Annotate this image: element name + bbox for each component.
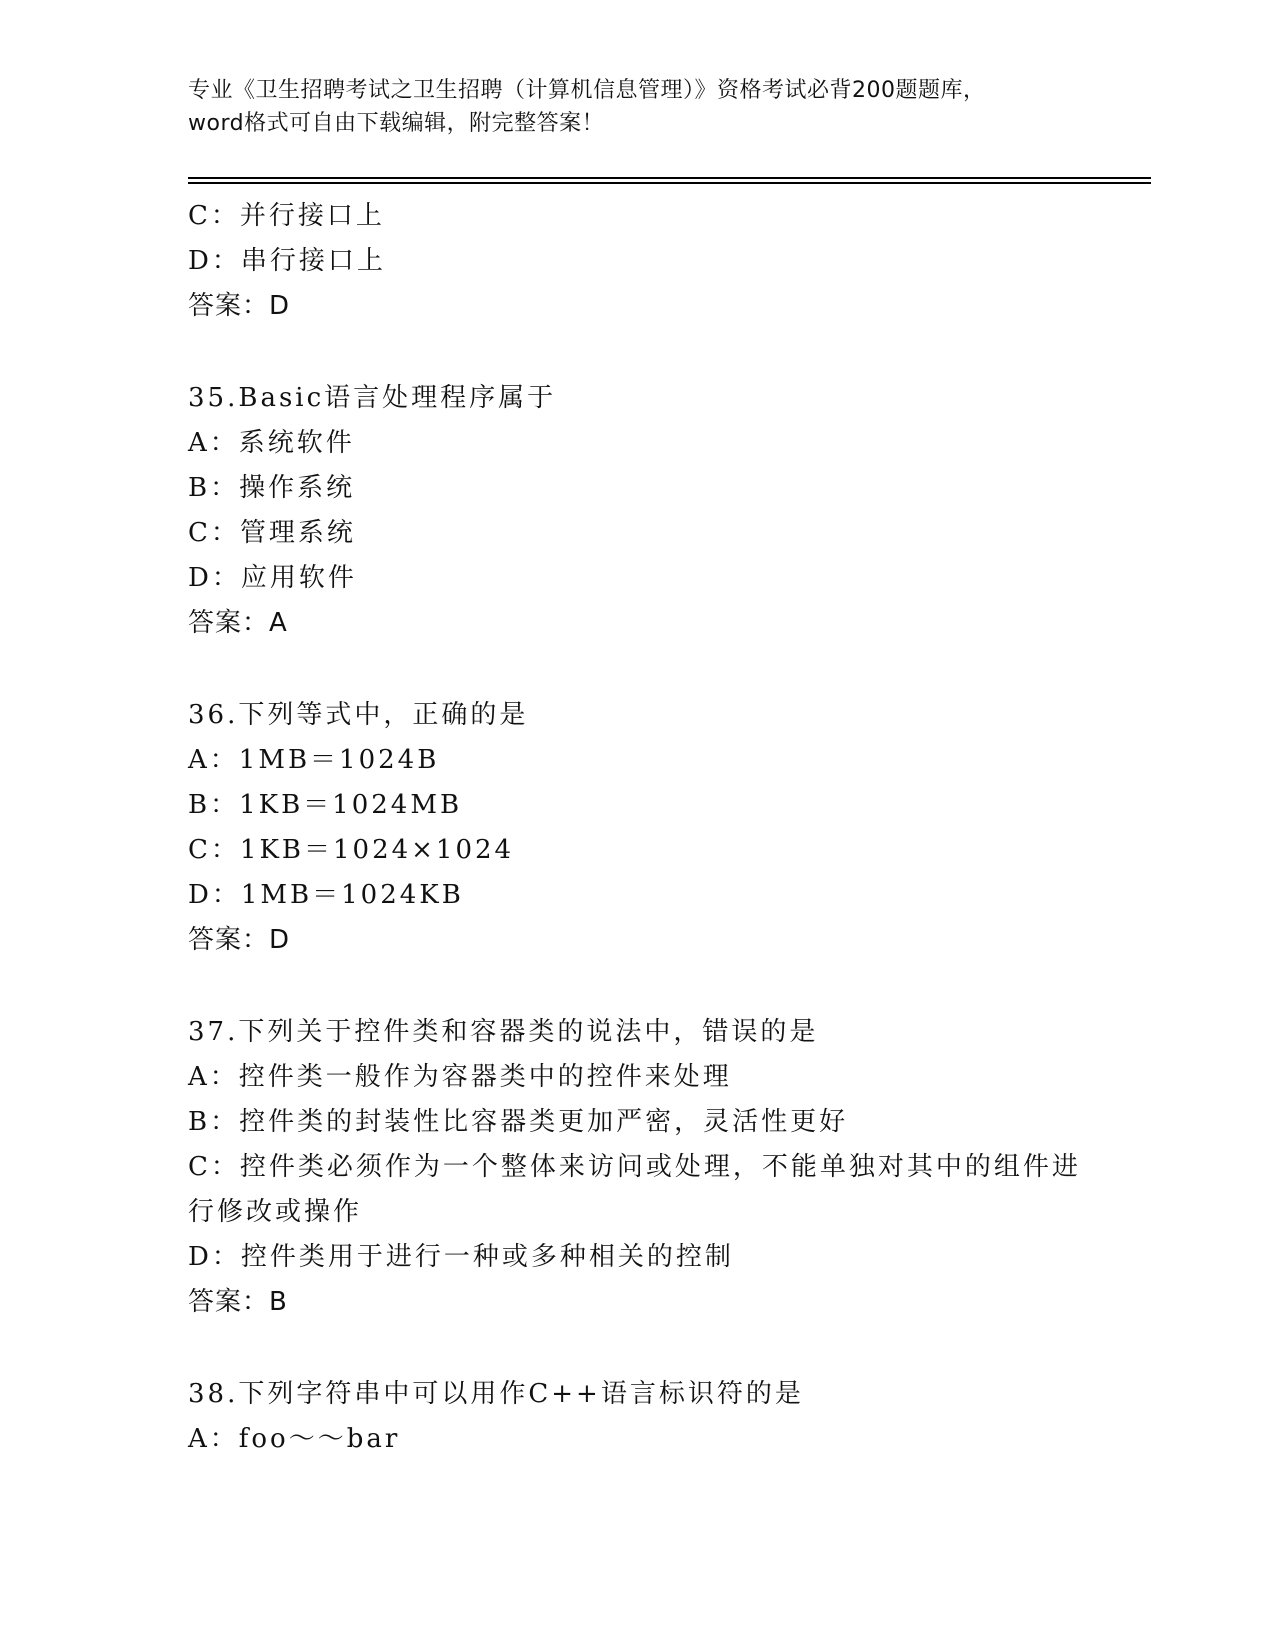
answer-label: 答案：: [188, 608, 270, 638]
option-line: D：串行接口上: [188, 246, 386, 276]
option-line: A：控件类一般作为容器类中的控件来处理: [188, 1062, 732, 1092]
option-line: A：foo～～bar: [188, 1424, 401, 1454]
answer-line: [188, 601, 1088, 646]
option-line: C：管理系统: [188, 518, 356, 548]
answer-value: D: [269, 291, 291, 321]
option-line: A：1MB＝1024B: [188, 745, 440, 775]
question-stem: 38.下列字符串中可以用作C++语言标识符的是: [188, 1379, 804, 1409]
question-37: [188, 1010, 1088, 1325]
option-line: C：并行接口上: [188, 201, 385, 231]
question-34-continued: [188, 194, 1088, 329]
header-divider-top: [188, 177, 1151, 179]
question-36: [188, 693, 1088, 963]
question-stem: 36.下列等式中，正确的是: [188, 700, 529, 730]
option-line: C：1KB＝1024×1024: [188, 835, 515, 865]
answer-value: A: [269, 608, 288, 638]
option-line-continued: 行修改或操作: [188, 1197, 363, 1227]
answer-label: 答案：: [188, 925, 270, 955]
option-line: C：控件类必须作为一个整体来访问或处理，不能单独对其中的组件进: [188, 1152, 1081, 1182]
option-line: B：1KB＝1024MB: [188, 790, 463, 820]
header-line-2: word格式可自由下载编辑，附完整答案！: [188, 111, 605, 136]
answer-value: B: [269, 1287, 288, 1317]
header-divider-bottom: [188, 182, 1151, 184]
answer-line: [188, 284, 1088, 329]
option-line: A：系统软件: [188, 428, 355, 458]
answer-line: [188, 918, 1088, 963]
answer-line: [188, 1280, 1088, 1325]
answer-label: 答案：: [188, 1287, 270, 1317]
question-stem: 37.下列关于控件类和容器类的说法中，错误的是: [188, 1017, 819, 1047]
document-header: [188, 74, 1088, 140]
option-line: D：1MB＝1024KB: [188, 880, 464, 910]
question-list: [188, 194, 1088, 1462]
question-35: [188, 376, 1088, 646]
answer-label: 答案：: [188, 291, 270, 321]
header-line-1: 专业《卫生招聘考试之卫生招聘（计算机信息管理）》资格考试必背200题题库，: [188, 78, 986, 103]
option-line: D：控件类用于进行一种或多种相关的控制: [188, 1242, 734, 1272]
option-line: B：控件类的封装性比容器类更加严密，灵活性更好: [188, 1107, 849, 1137]
question-stem: 35.Basic语言处理程序属于: [188, 383, 557, 413]
question-38: [188, 1372, 1088, 1462]
option-line: D：应用软件: [188, 563, 357, 593]
answer-value: D: [269, 925, 291, 955]
option-line: B：操作系统: [188, 473, 356, 503]
